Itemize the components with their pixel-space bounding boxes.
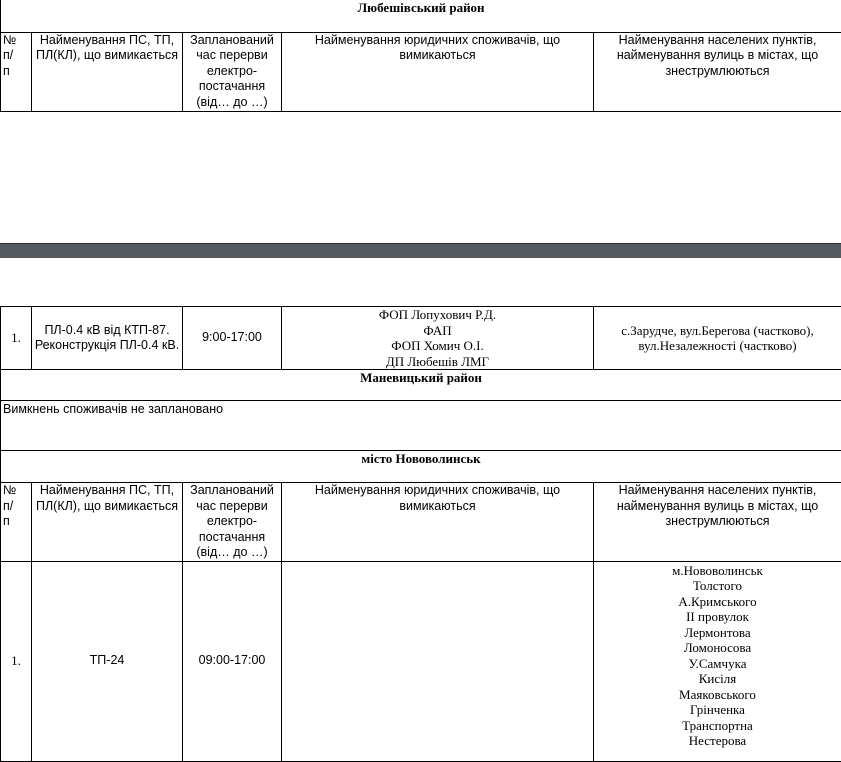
note-row (1, 401, 841, 451)
street-item: Грінченка (596, 702, 839, 718)
no-outage-note: Вимкнень споживачів не заплановано (1, 401, 841, 451)
legal-consumer: ДП Любешів ЛМГ (284, 354, 591, 370)
street-item: Толстого (596, 578, 839, 594)
legal-consumer: ФАП (284, 323, 591, 339)
table-row (1, 307, 841, 370)
header-time: Запланований час перерви електро-постачання (від… до …) (183, 483, 282, 562)
district-row (1, 0, 841, 32)
street-item: А.Кримського (596, 594, 839, 610)
city-row (1, 451, 841, 483)
row-num: 1. (1, 307, 32, 370)
row-legal-consumers (282, 307, 594, 370)
street-item: Кисіля (596, 671, 839, 687)
legal-consumer: ФОП Хомич О.І. (284, 338, 591, 354)
header-settlements: Найменування населених пунктів, найменування вулиць в містах, що знеструмлюються (594, 483, 841, 562)
city-title: місто Нововолинськ (1, 451, 841, 483)
street-item: Транспортна (596, 718, 839, 734)
district-row (1, 370, 841, 401)
row-legal-consumers (282, 561, 594, 761)
street-item: Ломоносова (596, 640, 839, 656)
street-item: У.Самчука (596, 656, 839, 672)
header-legal: Найменування юридичних споживачів, що вимикаються (282, 32, 594, 111)
row-num: 1. (1, 561, 32, 761)
header-row (1, 483, 841, 562)
street-item: м.Нововолинськ (596, 563, 839, 579)
row-streets (594, 561, 841, 761)
header-row (1, 32, 841, 111)
street-item: ІІ провулок (596, 609, 839, 625)
street-item: Маяковського (596, 687, 839, 703)
district-title-manevychi: Маневицький район (1, 370, 841, 401)
district-title: Любешівський район (1, 0, 841, 32)
header-num: № п/ п (1, 483, 32, 562)
row-ps: ПЛ-0.4 кВ від КТП-87. Реконструкція ПЛ-0.4 кВ. (32, 307, 183, 370)
row-time: 09:00-17:00 (183, 561, 282, 761)
table-row (1, 561, 841, 761)
page-bottom (0, 306, 841, 762)
street-item: Нестерова (596, 733, 839, 749)
row-ps: ТП-24 (32, 561, 183, 761)
header-legal: Найменування юридичних споживачів, що вимикаються (282, 483, 594, 562)
header-ps: Найменування ПС, ТП, ПЛ(КЛ), що вимикається (32, 32, 183, 111)
page-break-divider (0, 243, 841, 258)
row-time: 9:00-17:00 (183, 307, 282, 370)
outage-table-continued (0, 306, 841, 762)
outage-table-lyubeshiv (0, 0, 841, 112)
header-time: Запланований час перерви електро-постачання (від… до …) (183, 32, 282, 111)
street-item: Лермонтова (596, 625, 839, 641)
page-top (0, 0, 841, 112)
legal-consumer: ФОП Лопухович Р.Д. (284, 307, 591, 323)
header-settlements: Найменування населених пунктів, найменування вулиць в містах, що знеструмлюються (594, 32, 841, 111)
header-num: № п/ п (1, 32, 32, 111)
header-ps: Найменування ПС, ТП, ПЛ(КЛ), що вимикається (32, 483, 183, 562)
row-settlements: с.Зарудче, вул.Берегова (частково), вул.Незалежності (частково) (594, 307, 841, 370)
